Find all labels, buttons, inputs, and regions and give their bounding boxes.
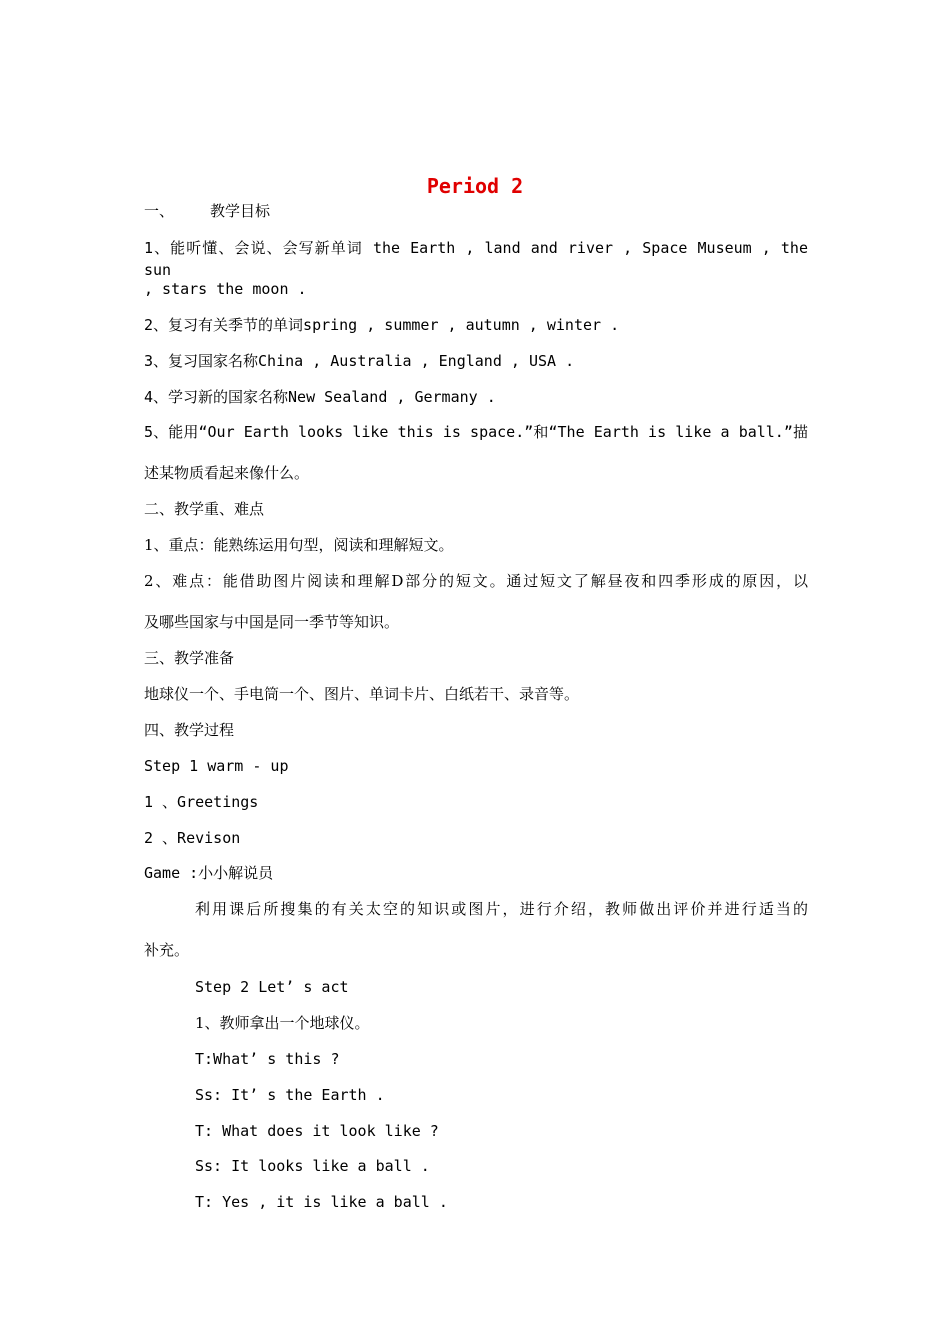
step-1-greetings: 1 、Greetings — [144, 793, 259, 811]
goal-2: 2、复习有关季节的单词spring , summer , autumn , winter . — [144, 316, 620, 334]
game-description-line-1: 利用课后所搜集的有关太空的知识或图片，进行介绍，教师做出评价并进行适当的 — [195, 900, 808, 918]
goal-1-line-1: 1、能听懂、会说、会写新单词 the Earth , land and river , Space Museum , the sun — [144, 239, 808, 279]
goal-1-line-2: , stars the moon . — [144, 280, 307, 298]
dialogue-line: Ss: It’ s the Earth . — [195, 1086, 385, 1104]
goal-4: 4、学习新的国家名称New Sealand , Germany . — [144, 388, 496, 406]
dialogue-line: T:What’ s this ? — [195, 1050, 340, 1068]
goal-5-line-2: 述某物质看起来像什么。 — [144, 464, 310, 482]
section-heading-preparation: 三、教学准备 — [144, 649, 235, 667]
section-heading-number: 一、 — [144, 202, 175, 220]
section-heading-process: 四、教学过程 — [144, 721, 235, 739]
goal-3: 3、复习国家名称China , Australia , England , USA . — [144, 352, 575, 370]
step-1-game: Game :小小解说员 — [144, 864, 274, 882]
difficult-point-line-1: 2、难点：能借助图片阅读和理解D部分的短文。通过短文了解昼夜和四季形成的原因，以 — [144, 572, 808, 590]
page-title: Period 2 — [426, 174, 524, 198]
key-point: 1、重点：能熟练运用句型，阅读和理解短文。 — [144, 536, 454, 554]
preparation-materials: 地球仪一个、手电筒一个、图片、单词卡片、白纸若干、录音等。 — [144, 685, 580, 703]
dialogue-line: T: Yes , it is like a ball . — [195, 1193, 448, 1211]
dialogue-line: T: What does it look like ? — [195, 1122, 439, 1140]
game-description-line-2: 补充。 — [144, 941, 190, 959]
step-2-activity-1: 1、教师拿出一个地球仪。 — [195, 1014, 370, 1032]
step-2-title: Step 2 Let’ s act — [195, 978, 349, 996]
section-heading-key-points: 二、教学重、难点 — [144, 500, 265, 518]
dialogue-line: Ss: It looks like a ball . — [195, 1157, 430, 1175]
step-1-title: Step 1 warm - up — [144, 757, 289, 775]
step-1-revison: 2 、Revison — [144, 829, 241, 847]
difficult-point-line-2: 及哪些国家与中国是同一季节等知识。 — [144, 613, 400, 631]
section-heading-goals — [144, 200, 808, 222]
section-heading-text: 教学目标 — [210, 202, 271, 220]
goal-5-line-1: 5、能用“Our Earth looks like this is space.”和“The Earth is like a ball.”描 — [144, 423, 808, 441]
